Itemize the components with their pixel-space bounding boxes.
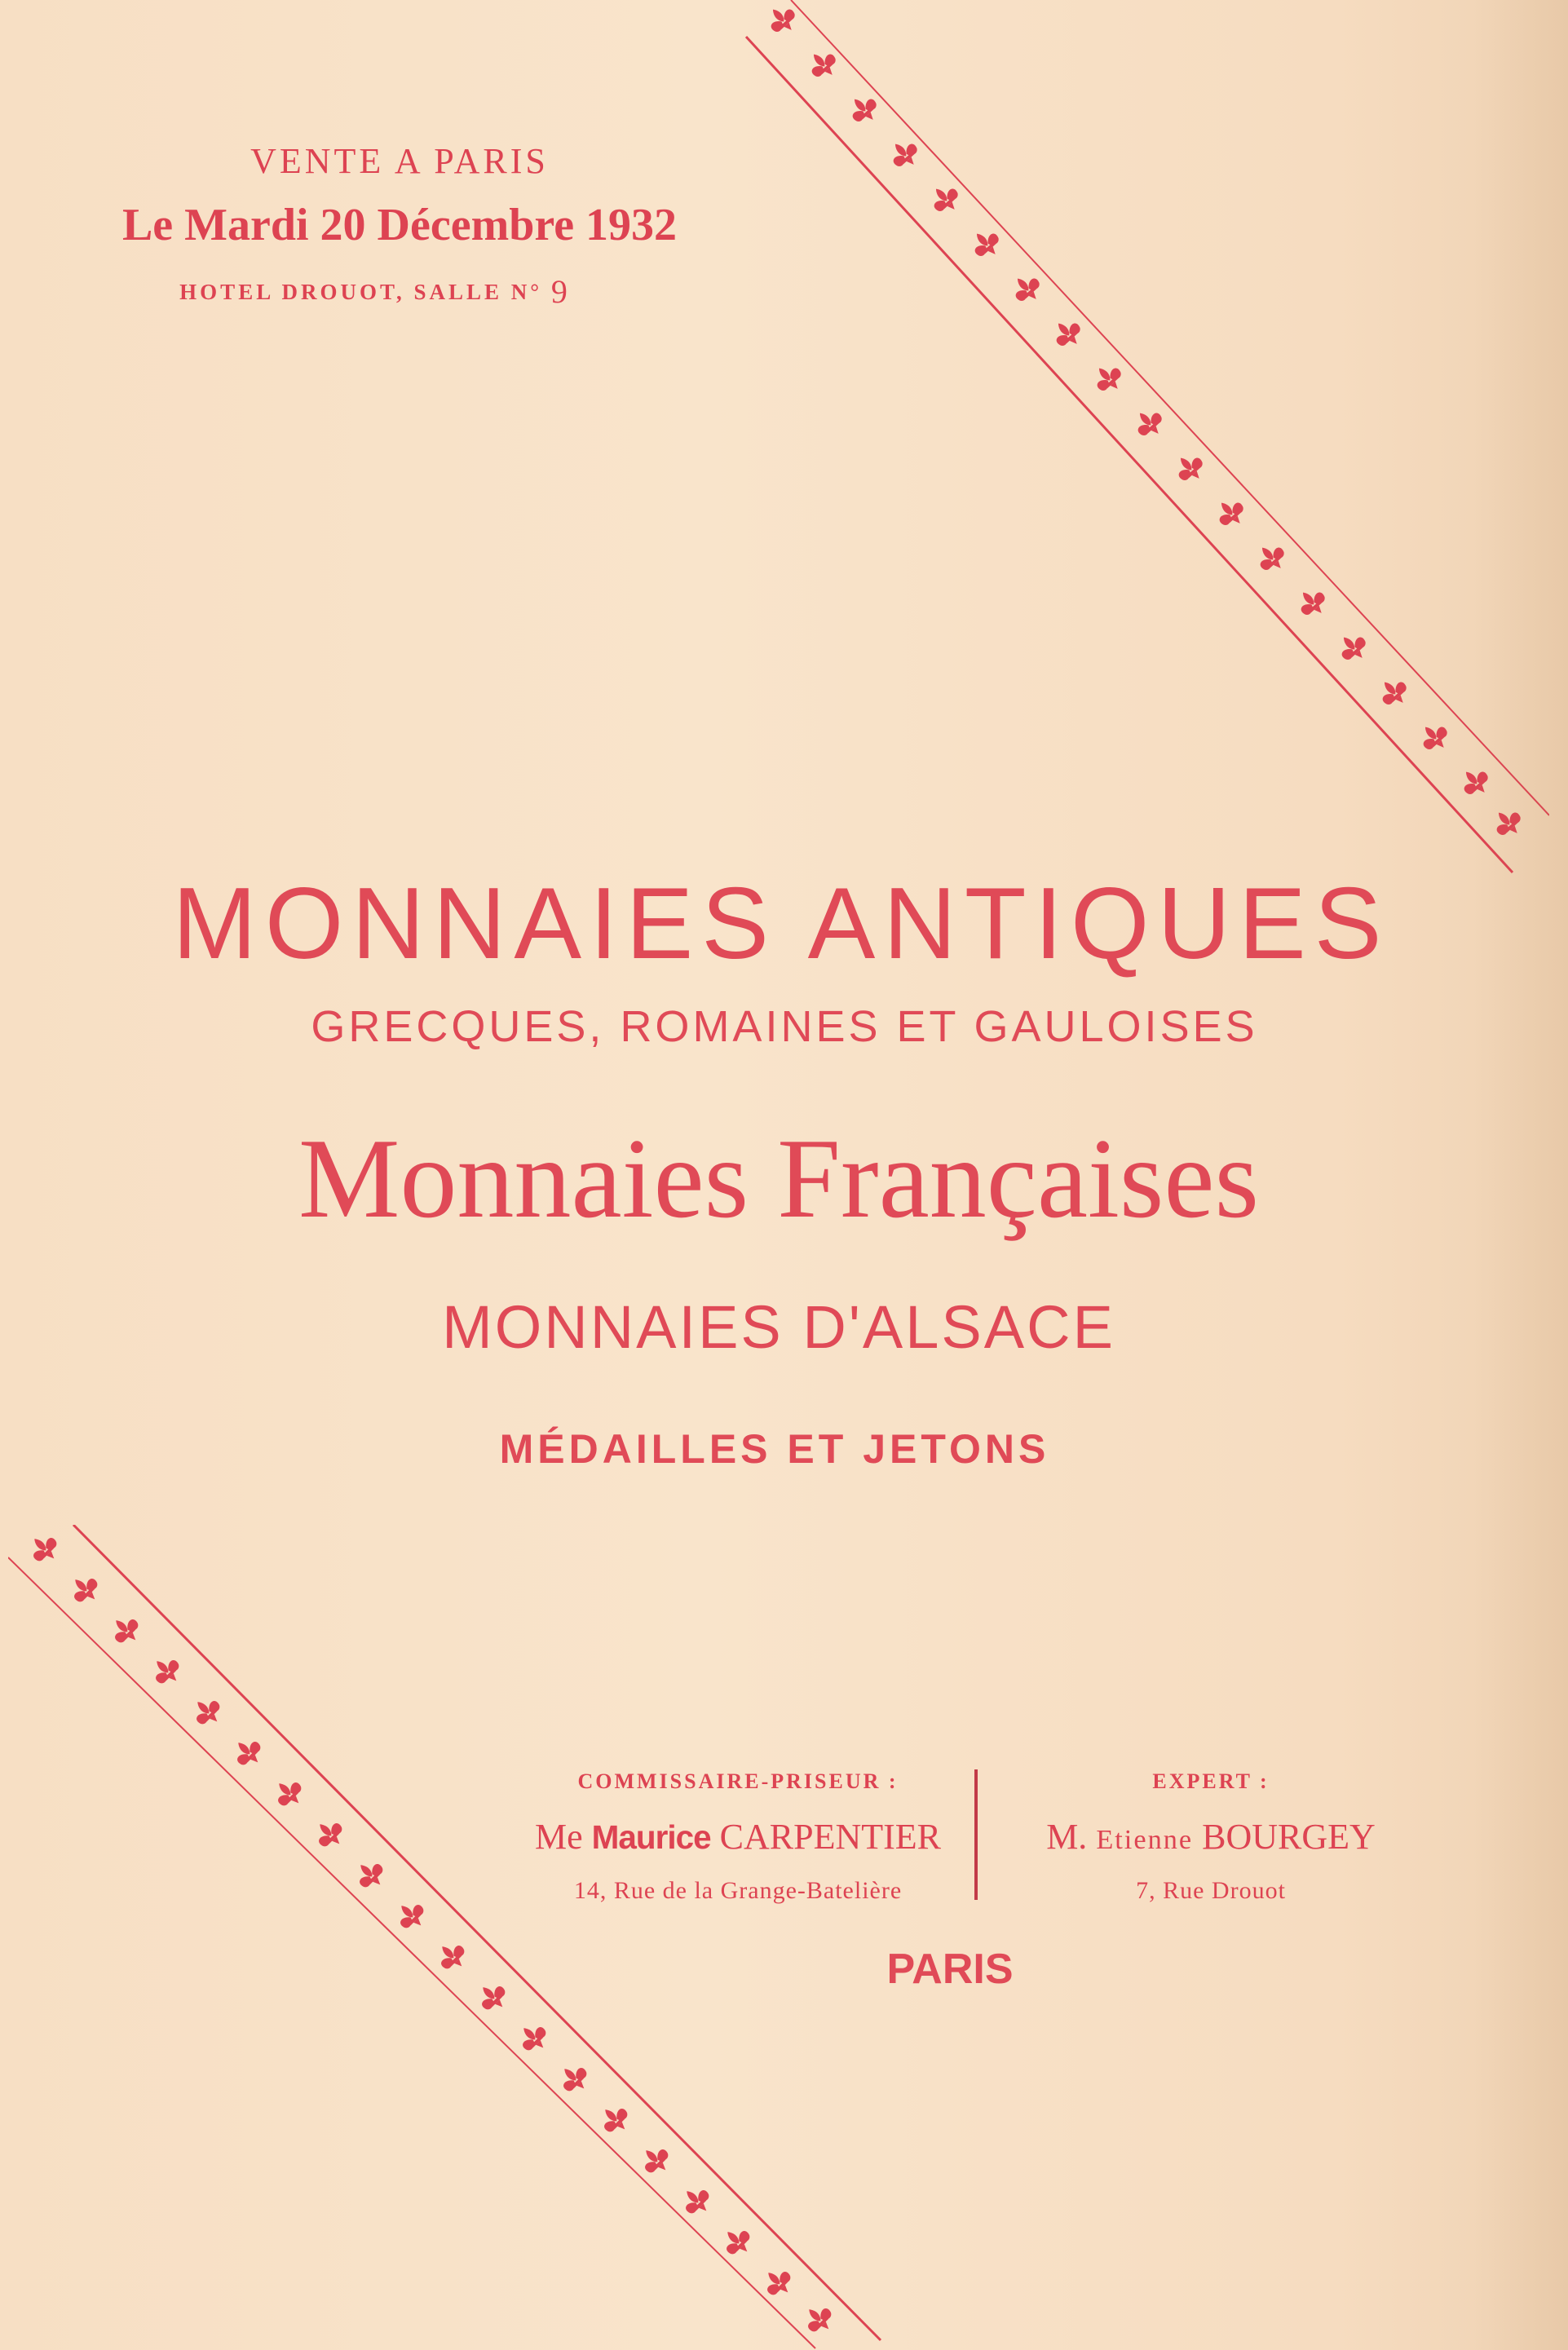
commissaire-last-name: CARPENTIER [719,1817,941,1857]
subtitle-grecques: GRECQUES, ROMAINES ET GAULOISES [311,1002,1258,1051]
commissaire-role: COMMISSAIRE-PRISEUR : [577,1769,899,1793]
venue-hall-number: 9 [550,273,571,310]
commissaire-prefix: Me [535,1817,583,1857]
venue-city-line: VENTE A PARIS [250,141,549,181]
fleur-de-lis-icon [762,0,1527,842]
commissaire-address: 14, Rue de la Grange-Batelière [573,1877,903,1904]
expert-prefix: M. [1046,1817,1088,1857]
expert-address: 7, Rue Drouot [1136,1877,1286,1904]
expert-role: EXPERT : [1152,1769,1270,1793]
title-monnaies-alsace: MONNAIES D'ALSACE [442,1293,1115,1361]
venue-hall-line [179,272,571,311]
bottom-left-fleur-border [8,1525,889,2350]
fleur-de-lis-icon [24,1529,838,2339]
sale-date: Le Mardi 20 Décembre 1932 [121,200,678,250]
expert-name [1046,1816,1376,1857]
contacts-divider [974,1769,978,1900]
title-monnaies-antiques: MONNAIES ANTIQUES [172,868,1390,980]
expert-last-name: BOURGEY [1202,1817,1376,1857]
top-right-fleur-border [734,0,1549,881]
venue-hall-label: HOTEL DROUOT, SALLE N° [179,280,543,304]
title-medailles-jetons: MÉDAILLES ET JETONS [499,1426,1050,1472]
commissaire-first-name: Maurice [591,1818,711,1856]
title-monnaies-francaises: Monnaies Françaises [298,1115,1260,1242]
expert-first-name: Etienne [1096,1824,1194,1855]
publisher-city: PARIS [886,1946,1014,1993]
commissaire-name [535,1816,941,1857]
